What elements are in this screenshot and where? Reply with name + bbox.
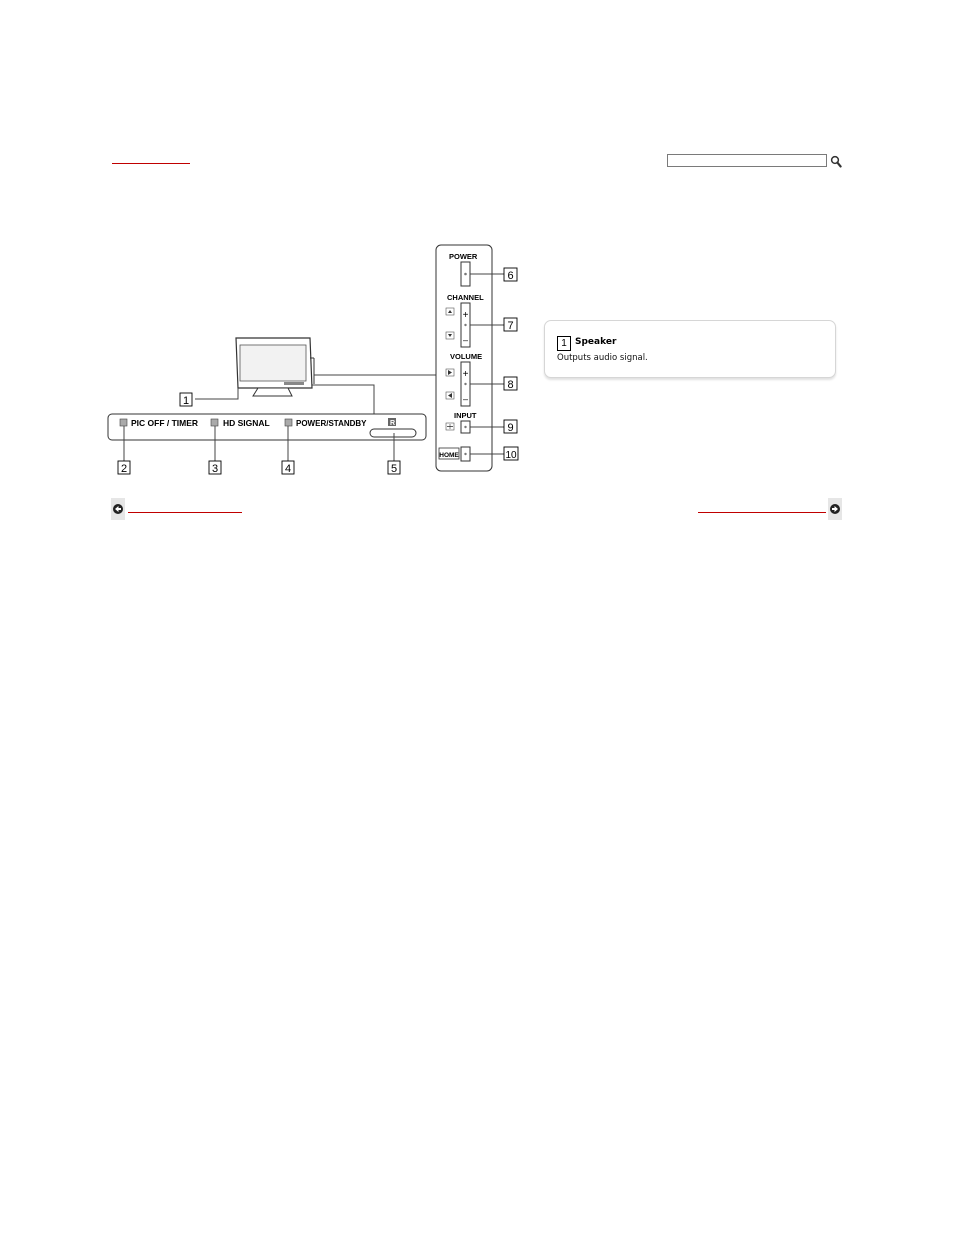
next-page-icon[interactable] (828, 498, 842, 520)
label-power: POWER (449, 252, 478, 261)
callout-number-7 (504, 318, 517, 332)
svg-text:7: 7 (507, 320, 514, 332)
label-channel: CHANNEL (447, 293, 484, 302)
callout-number-3 (209, 461, 221, 475)
svg-text:4: 4 (284, 463, 292, 475)
callout-number-10 (504, 447, 518, 461)
callout-number-1 (180, 393, 192, 407)
tv-controls-diagram (0, 0, 954, 540)
callout-number-9 (504, 420, 517, 434)
callout-number-6 (504, 268, 517, 282)
callout-description-panel (544, 320, 836, 378)
callout-panel-title: Speaker (575, 337, 617, 347)
label-power-standby: POWER/STANDBY (296, 419, 367, 428)
label-volume: VOLUME (450, 352, 483, 361)
channel-plus: + (462, 310, 469, 321)
callout-panel-number: 1 (557, 336, 571, 351)
svg-text:8: 8 (507, 379, 514, 391)
label-pic-off-timer: PIC OFF / TIMER (131, 418, 199, 428)
prev-page-icon[interactable] (111, 498, 125, 520)
volume-minus: – (462, 394, 469, 404)
svg-text:2: 2 (120, 463, 128, 475)
callout-number-8 (504, 377, 517, 391)
next-page-link[interactable] (698, 512, 826, 513)
svg-text:5: 5 (390, 463, 398, 475)
remote-sensor-mark: R (390, 420, 396, 427)
volume-plus: + (462, 369, 469, 380)
callout-number-5 (388, 461, 400, 475)
tv-illustration (236, 338, 314, 396)
prev-page-link[interactable] (128, 512, 242, 513)
label-home: HOME (439, 452, 459, 459)
svg-text:10: 10 (505, 450, 517, 461)
svg-text:6: 6 (507, 270, 514, 282)
callout-panel-description: Outputs audio signal. (557, 353, 648, 363)
svg-text:1: 1 (182, 395, 190, 407)
callout-number-2 (118, 461, 130, 475)
label-hd-signal: HD SIGNAL (223, 418, 270, 428)
svg-text:9: 9 (507, 422, 514, 434)
svg-text:3: 3 (211, 463, 219, 475)
channel-minus: – (462, 335, 469, 345)
callout-number-4 (282, 461, 294, 475)
label-input: INPUT (454, 411, 477, 420)
